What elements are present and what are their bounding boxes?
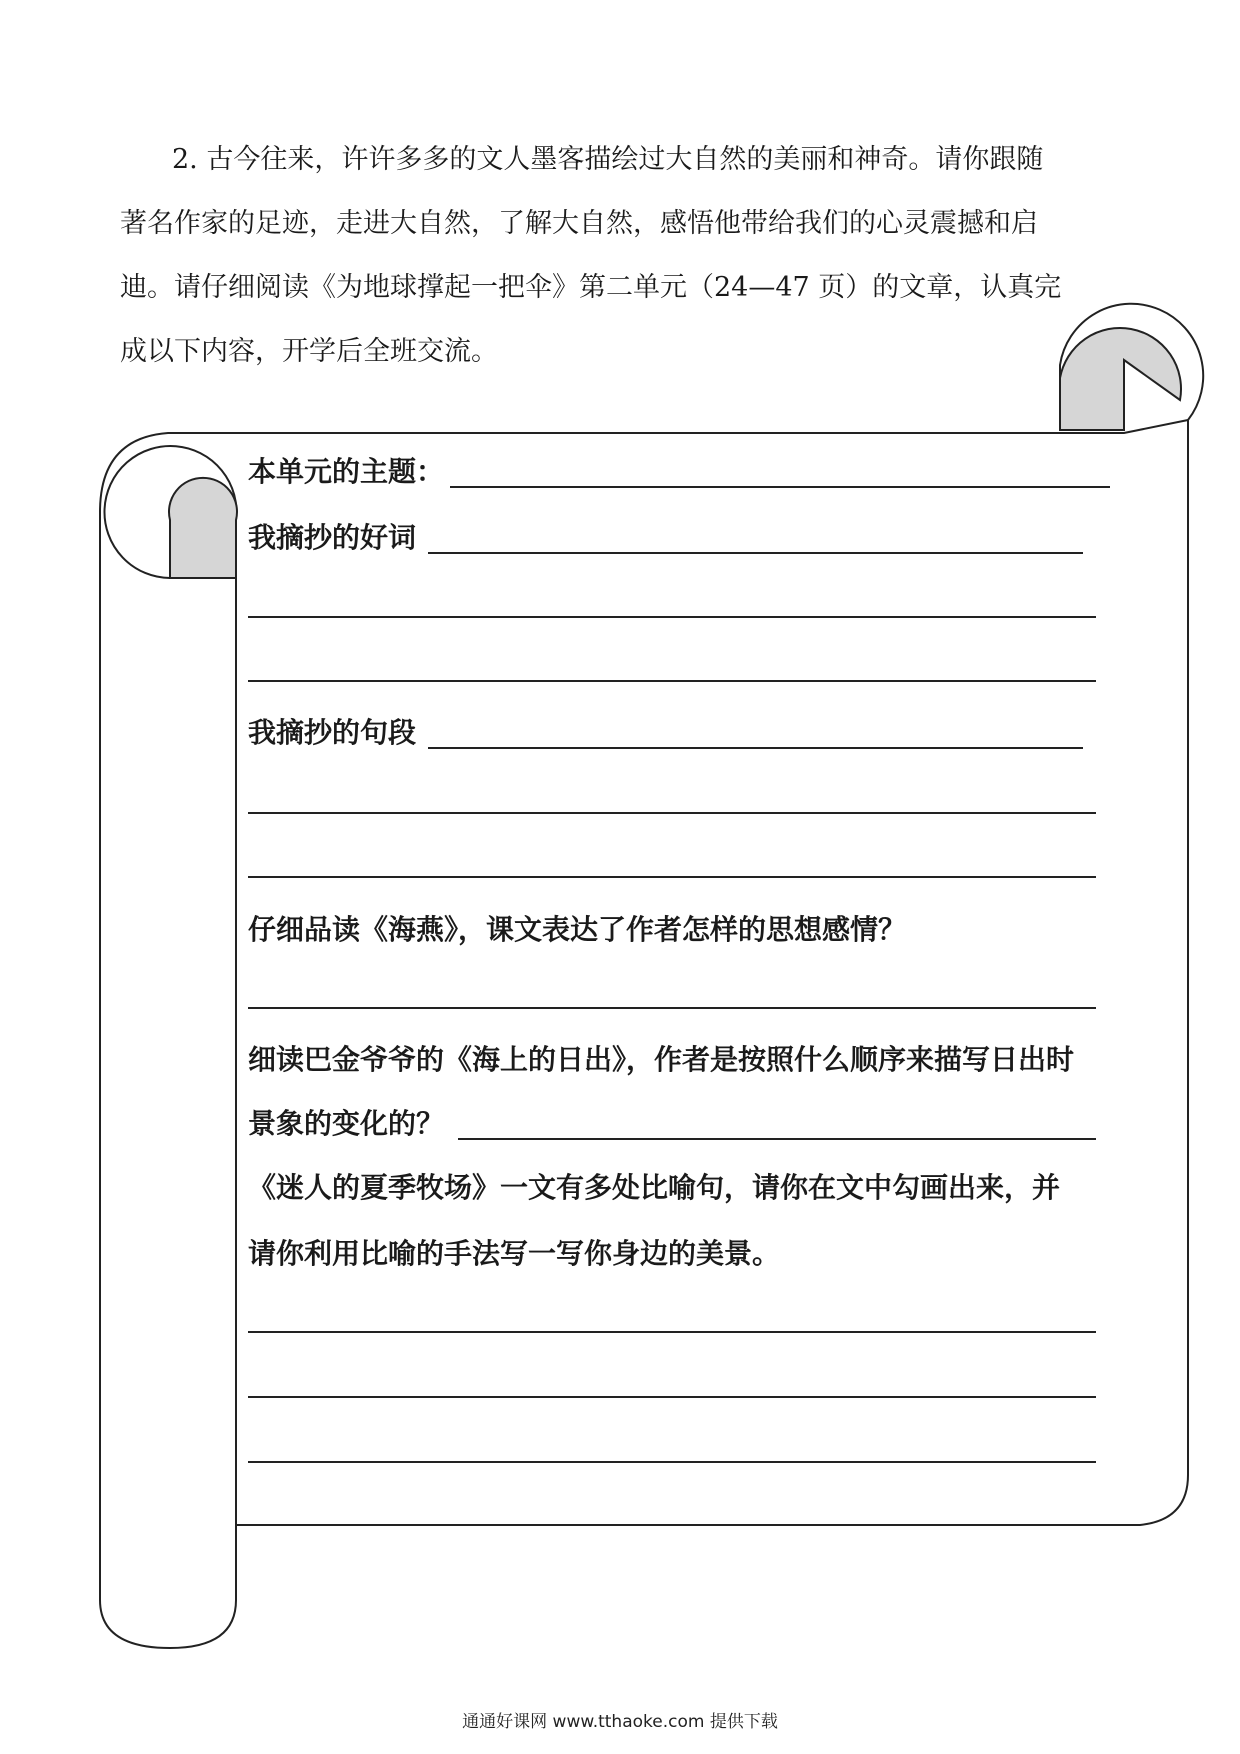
sentences-answer-line-2[interactable]: [248, 812, 1096, 814]
sentences-answer-line-1[interactable]: [428, 747, 1083, 749]
words-answer-line-2[interactable]: [248, 616, 1096, 618]
words-answer-line-3[interactable]: [248, 680, 1096, 682]
footer-credit: 通通好课网 www.tthaoke.com 提供下载: [462, 1712, 778, 1732]
words-label: 我摘抄的好词: [248, 521, 417, 554]
muchang-answer-line-3[interactable]: [248, 1461, 1096, 1463]
sentences-answer-line-3[interactable]: [248, 876, 1096, 878]
theme-label: 本单元的主题：: [248, 455, 445, 488]
richu-question-line-1: 细读巴金爷爷的《海上的日出》，作者是按照什么顺序来描写日出时: [248, 1043, 1075, 1076]
muchang-question-line-1: 《迷人的夏季牧场》一文有多处比喻句，请你在文中勾画出来，并: [248, 1171, 1061, 1204]
muchang-question-line-2: 请你利用比喻的手法写一写你身边的美景。: [248, 1237, 781, 1270]
intro-line-4: 成以下内容，开学后全班交流。: [120, 336, 498, 367]
sentences-label: 我摘抄的句段: [248, 716, 417, 749]
muchang-answer-line-1[interactable]: [248, 1331, 1096, 1333]
muchang-answer-line-2[interactable]: [248, 1396, 1096, 1398]
intro-line-3: 迪。请仔细阅读《为地球撑起一把伞》第二单元（24—47 页）的文章，认真完: [120, 272, 1062, 303]
intro-line-2: 著名作家的足迹，走进大自然，了解大自然，感悟他带给我们的心灵震撼和启: [120, 208, 1038, 239]
words-answer-line-1[interactable]: [428, 552, 1083, 554]
scroll-left-curl-inner: [169, 478, 237, 578]
richu-answer-line[interactable]: [458, 1138, 1096, 1140]
intro-line-1: 2. 古今往来，许许多多的文人墨客描绘过大自然的美丽和神奇。请你跟随: [172, 144, 1044, 175]
scroll-sheet: [100, 420, 1188, 1648]
haiyan-answer-line[interactable]: [248, 1007, 1096, 1009]
haiyan-question: 仔细品读《海燕》，课文表达了作者怎样的思想感情？: [248, 913, 907, 946]
theme-answer-line[interactable]: [450, 486, 1110, 488]
richu-question-line-2: 景象的变化的？: [248, 1107, 445, 1140]
